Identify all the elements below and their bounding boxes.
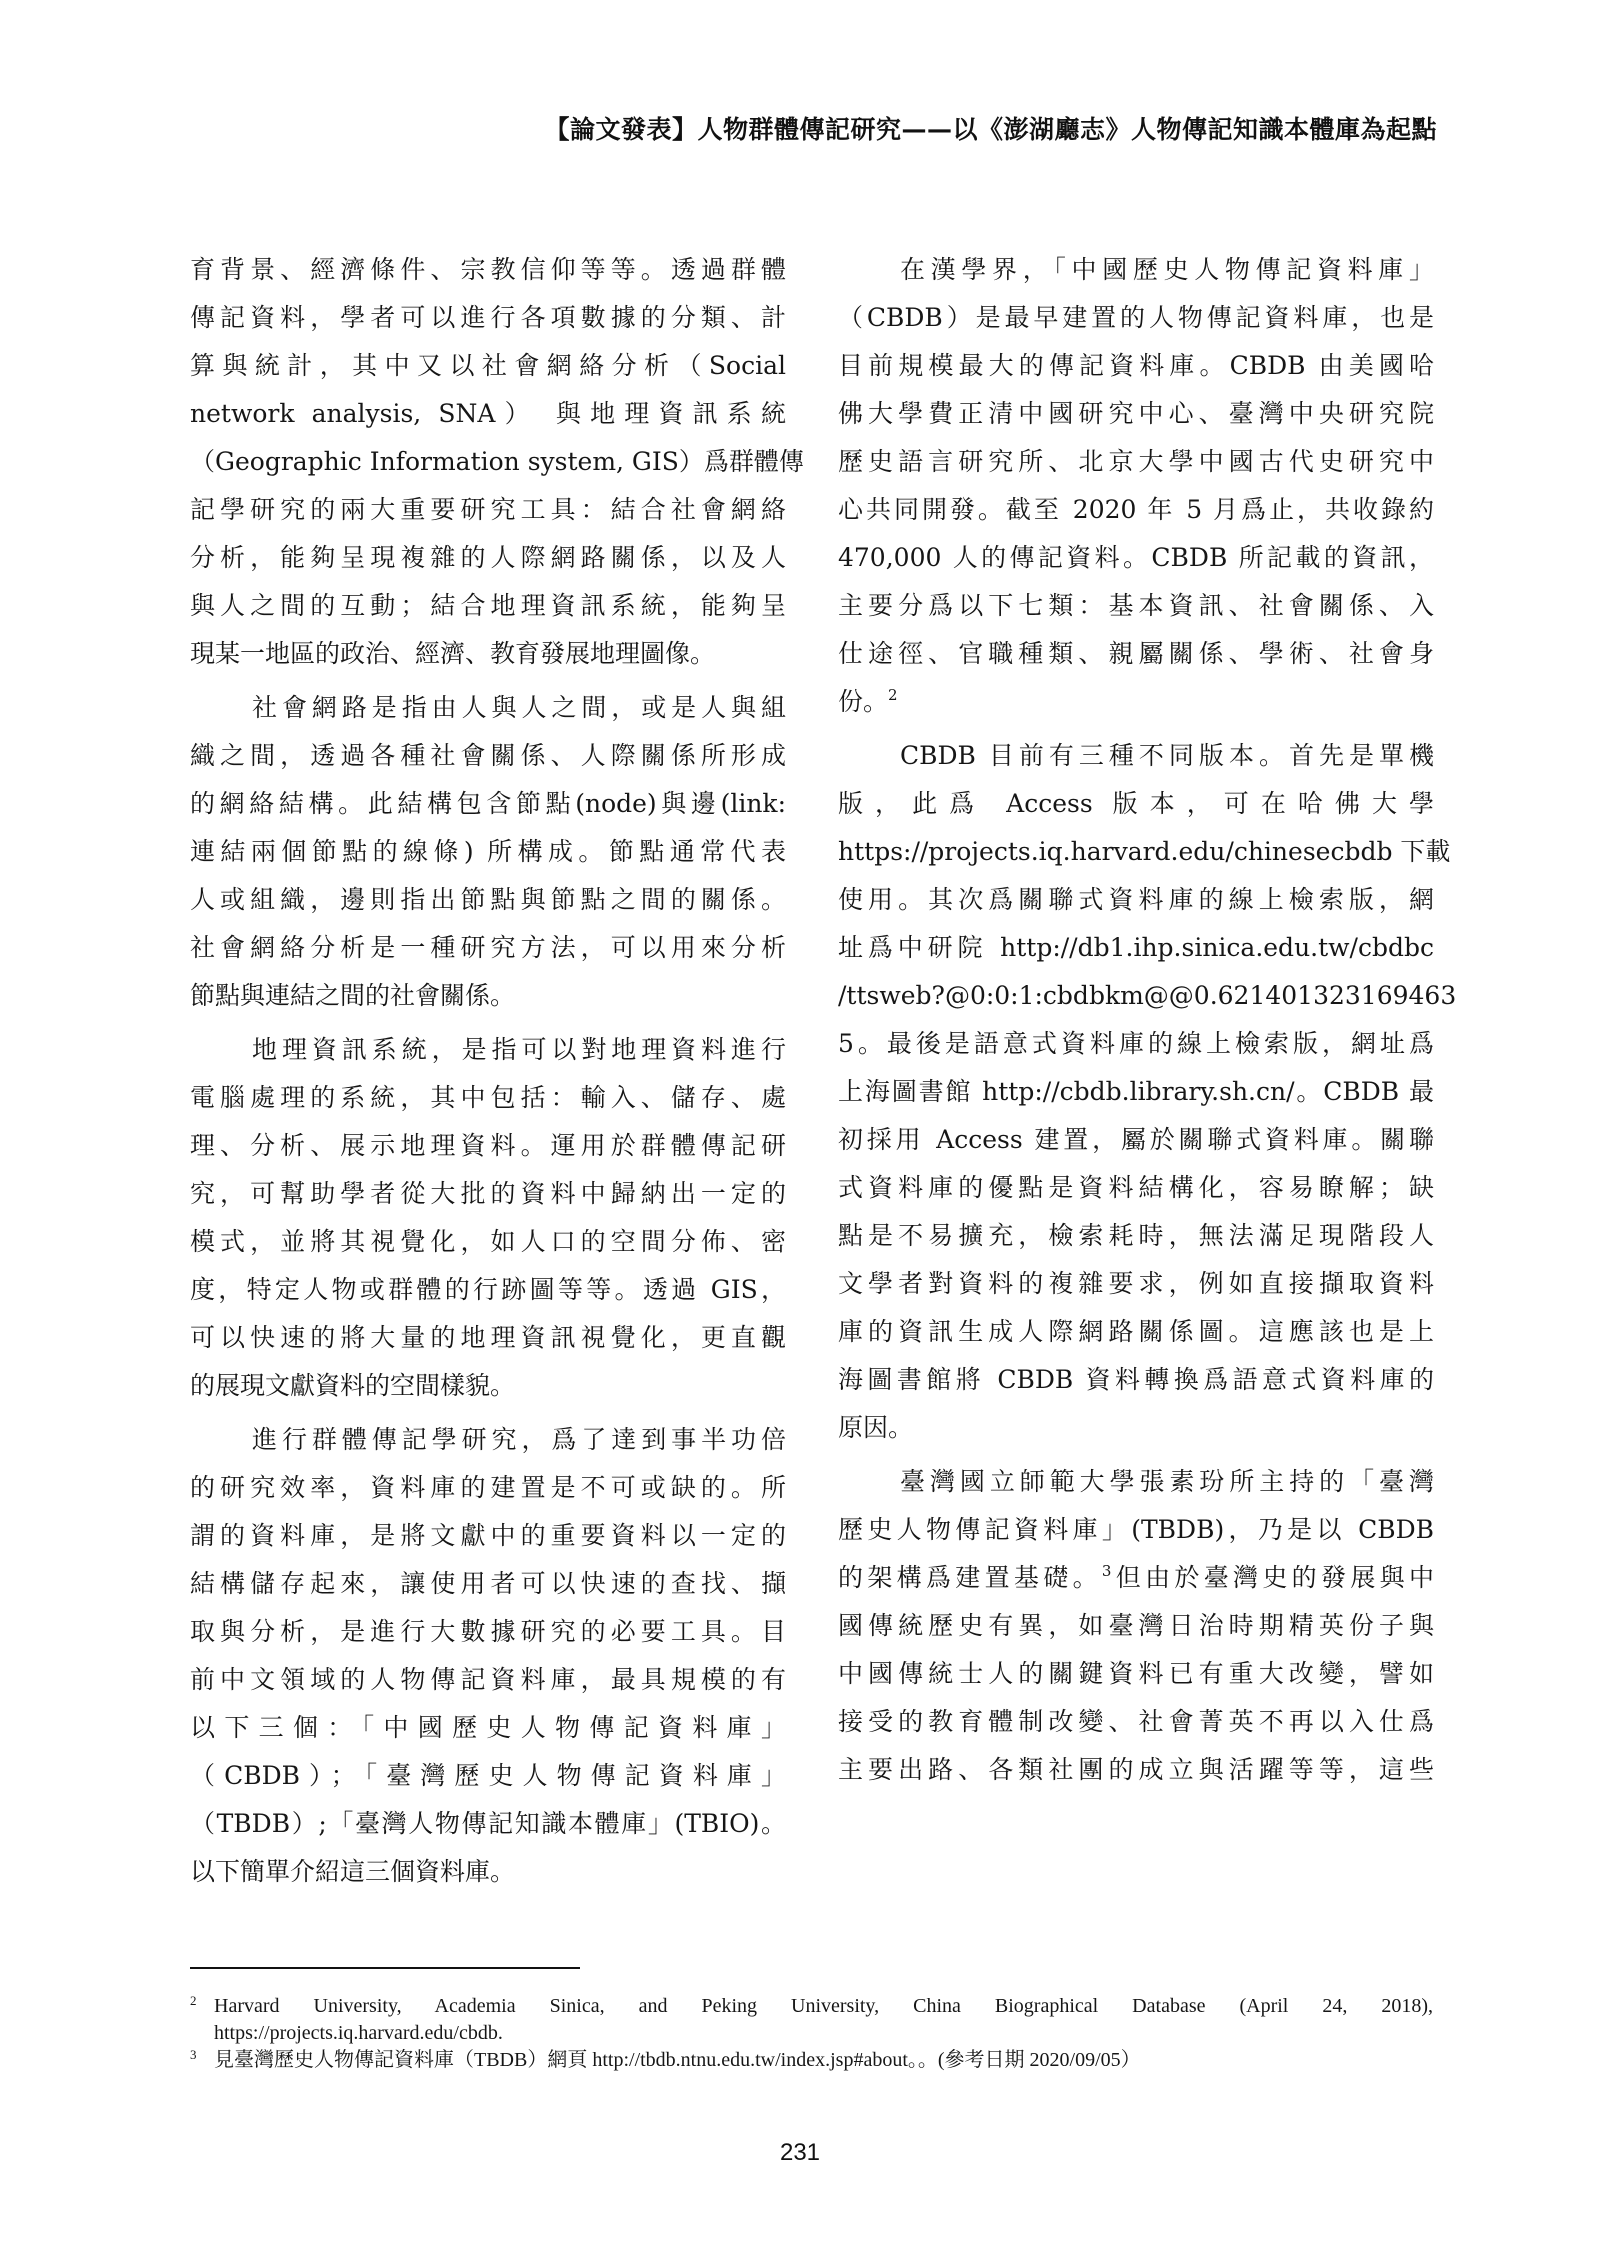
text-line: 點是不易擴充，檢索耗時，無法滿足現階段人 xyxy=(838,1221,1434,1250)
text-line: 分析，能夠呈現複雜的人際網路關係，以及人 xyxy=(190,543,786,572)
text-line: 中國傳統士人的關鍵資料已有重大改變，譬如 xyxy=(838,1659,1434,1688)
text-line xyxy=(838,678,1434,726)
text-line: 5。最後是語意式資料庫的線上檢索版，網址爲 xyxy=(838,1029,1434,1058)
paragraph xyxy=(190,684,786,1020)
text-line: 進行群體傳記學研究，爲了達到事半功倍 xyxy=(252,1425,786,1454)
text-line: 地理資訊系統，是指可以對地理資料進行 xyxy=(252,1035,786,1064)
text-line: 結構儲存起來，讓使用者可以快速的查找、擷 xyxy=(190,1569,786,1598)
text-line: 與人之間的互動；結合地理資訊系統，能夠呈 xyxy=(190,591,786,620)
footnote-line: Harvard University, Academia Sinica, and Peking University, China Biographical Database (April 24, 2018), xyxy=(214,1995,1433,2017)
text-line: 連結兩個節點的線條) 所構成。節點通常代表 xyxy=(190,837,786,866)
paragraph xyxy=(190,1026,786,1410)
text-line: （CBDB）；「臺灣歷史人物傳記資料庫」 xyxy=(190,1761,786,1790)
text-line: 初採用 Access 建置，屬於關聯式資料庫。關聯 xyxy=(838,1125,1434,1154)
text-line: 庫的資訊生成人際網路關係圖。這應該也是上 xyxy=(838,1317,1434,1346)
footnote-number: 2 xyxy=(190,1993,197,2008)
text-line: 佛大學費正清中國研究中心、臺灣中央研究院 xyxy=(838,399,1434,428)
text-line: 傳記資料，學者可以進行各項數據的分類、計 xyxy=(190,303,786,332)
text-line: 的研究效率，資料庫的建置是不可或缺的。所 xyxy=(190,1473,786,1502)
paragraph xyxy=(838,246,1434,726)
text-line: 電腦處理的系統，其中包括：輸入、儲存、處 xyxy=(190,1083,786,1112)
text-fragment: 份。 xyxy=(838,687,889,716)
text-line: 記學研究的兩大重要研究工具：結合社會網絡 xyxy=(190,495,786,524)
text-line: network analysis, SNA） 與地理資訊系統 xyxy=(190,399,786,428)
paragraph xyxy=(838,1458,1434,1794)
text-line: 謂的資料庫，是將文獻中的重要資料以一定的 xyxy=(190,1521,786,1550)
text-line: 理、分析、展示地理資料。運用於群體傳記研 xyxy=(190,1131,786,1160)
text-line: 度，特定人物或群體的行跡圖等等。透過 GIS， xyxy=(190,1275,786,1304)
text-line: 心共同開發。截至 2020 年 5 月爲止，共收錄約 xyxy=(838,495,1434,524)
text-line: 接受的教育體制改變、社會菁英不再以入仕爲 xyxy=(838,1707,1434,1736)
text-line: 節點與連結之間的社會關係。 xyxy=(190,981,516,1010)
footnote-3 xyxy=(190,2047,1433,2074)
text-line: 址爲中研院 http://db1.ihp.sinica.edu.tw/cbdbc xyxy=(838,933,1434,962)
text-line: （Geographic Information system, GIS）爲群體傳 xyxy=(190,447,804,476)
text-line: 使用。其次爲關聯式資料庫的線上檢索版，網 xyxy=(838,885,1434,914)
text-line: /ttsweb?@0:0:1:cbdbkm@@0.621401323169463 xyxy=(838,981,1457,1010)
text-line: 臺灣國立師範大學張素玢所主持的「臺灣 xyxy=(900,1467,1434,1496)
text-line: 織之間，透過各種社會關係、人際關係所形成 xyxy=(190,741,786,770)
text-line: 社會網絡分析是一種研究方法，可以用來分析 xyxy=(190,933,786,962)
footnote-line: 見臺灣歷史人物傳記資料庫（TBDB）網頁 http://tbdb.ntnu.edu.tw/index.jsp#about。。(參考日期 2020/09/05） xyxy=(214,2049,1141,2071)
text-line: 470,000 人的傳記資料。CBDB 所記載的資訊， xyxy=(838,543,1434,572)
text-line: 現某一地區的政治、經濟、教育發展地理圖像。 xyxy=(190,639,716,668)
footnote-separator xyxy=(190,1967,580,1969)
text-line: CBDB 目前有三種不同版本。首先是單機 xyxy=(900,741,1434,770)
text-line: 文學者對資料的複雜要求，例如直接擷取資料 xyxy=(838,1269,1434,1298)
text-line: 國傳統歷史有異，如臺灣日治時期精英份子與 xyxy=(838,1611,1434,1640)
text-fragment: 但由於臺灣史的發展與中 xyxy=(1111,1563,1434,1592)
footnote-ref-2[interactable]: 2 xyxy=(888,686,898,704)
text-line: 仕途徑、官職種類、親屬關係、學術、社會身 xyxy=(838,639,1434,668)
text-line: 取與分析，是進行大數據研究的必要工具。目 xyxy=(190,1617,786,1646)
text-line: https://projects.iq.harvard.edu/chinesecbdb 下載 xyxy=(838,837,1451,866)
text-line: 原因。 xyxy=(838,1413,914,1442)
footnote-number: 3 xyxy=(190,2047,197,2062)
text-line: 社會網路是指由人與人之間，或是人與組 xyxy=(252,693,786,722)
text-line: 歷史人物傳記資料庫」(TBDB)，乃是以 CBDB xyxy=(838,1515,1434,1544)
text-line: 究，可幫助學者從大批的資料中歸納出一定的 xyxy=(190,1179,786,1208)
text-line: 版，此爲 Access 版本，可在哈佛大學 xyxy=(838,789,1434,818)
text-fragment: 的架構爲建置基礎。 xyxy=(838,1563,1102,1592)
text-line: 算與統計，其中又以社會網絡分析（Social xyxy=(190,351,786,380)
text-line: 主要分爲以下七類：基本資訊、社會關係、入 xyxy=(838,591,1434,620)
footnote-link[interactable]: https://projects.iq.harvard.edu/cbdb. xyxy=(214,2022,503,2044)
paragraph xyxy=(838,732,1457,1452)
right-column xyxy=(838,246,1457,1794)
text-line: 人或組織，邊則指出節點與節點之間的關係。 xyxy=(190,885,786,914)
text-line: 的網絡結構。此結構包含節點(node)與邊(link: xyxy=(190,789,786,818)
text-line: 的展現文獻資料的空間樣貌。 xyxy=(190,1371,516,1400)
text-line: 海圖書館將 CBDB 資料轉換爲語意式資料庫的 xyxy=(838,1365,1434,1394)
footnote-ref-3[interactable]: 3 xyxy=(1101,1562,1112,1580)
paragraph xyxy=(190,1416,786,1896)
text-line: 主要出路、各類社團的成立與活躍等等，這些 xyxy=(838,1755,1434,1784)
text-line: 上海圖書館 http://cbdb.library.sh.cn/。CBDB 最 xyxy=(838,1077,1434,1106)
text-line: 可以快速的將大量的地理資訊視覺化，更直觀 xyxy=(190,1323,786,1352)
footnotes xyxy=(190,1993,1433,2074)
text-line: 以下三個：「中國歷史人物傳記資料庫」 xyxy=(190,1713,786,1742)
text-line: 模式，並將其視覺化，如人口的空間分佈、密 xyxy=(190,1227,786,1256)
left-column xyxy=(190,246,804,1896)
page-number: 231 xyxy=(779,2139,821,2166)
text-line: （TBDB）;「臺灣人物傳記知識本體庫」(TBIO)。 xyxy=(190,1809,786,1838)
footnote-2 xyxy=(190,1993,1433,2047)
text-line: 歷史語言研究所、北京大學中國古代史研究中 xyxy=(838,447,1434,476)
text-line: 前中文領域的人物傳記資料庫，最具規模的有 xyxy=(190,1665,786,1694)
text-line: 育背景、經濟條件、宗教信仰等等。透過群體 xyxy=(190,255,786,284)
paragraph xyxy=(190,246,804,678)
text-line: 在漢學界，「中國歷史人物傳記資料庫」 xyxy=(900,255,1434,284)
running-header: 【論文發表】人物群體傳記研究——以《澎湖廳志》人物傳記知識本體庫為起點 xyxy=(544,115,1437,144)
text-line xyxy=(838,1554,1434,1602)
text-line: 以下簡單介紹這三個資料庫。 xyxy=(190,1857,516,1886)
text-line: 式資料庫的優點是資料結構化，容易瞭解；缺 xyxy=(838,1173,1434,1202)
text-line: 目前規模最大的傳記資料庫。CBDB 由美國哈 xyxy=(838,351,1434,380)
text-line: （CBDB）是最早建置的人物傳記資料庫，也是 xyxy=(838,303,1434,332)
